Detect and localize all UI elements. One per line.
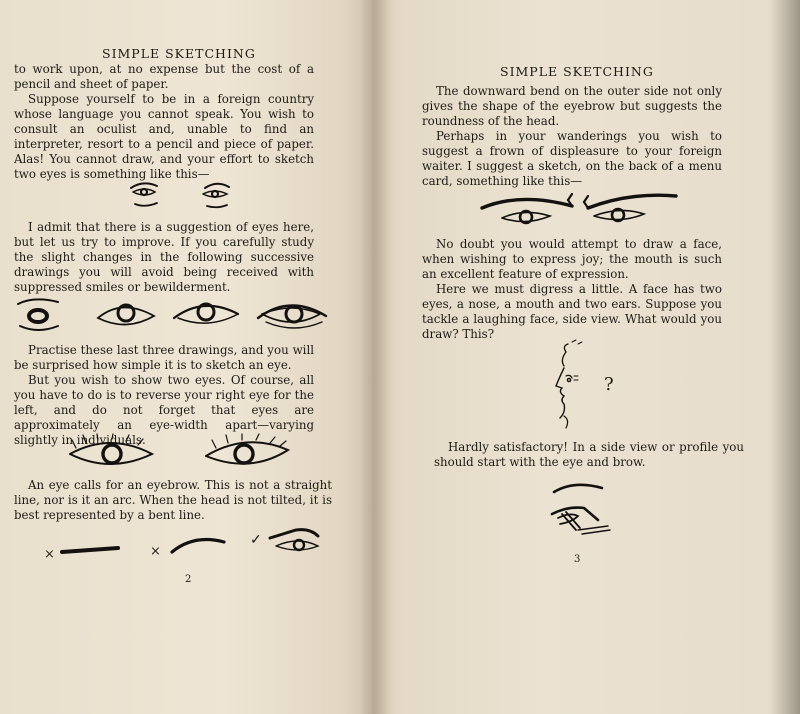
eye-and-brow-drawing (548, 478, 638, 544)
left-text-block-3 (14, 343, 314, 448)
pair-of-eyes-drawing (66, 434, 296, 478)
wrong-mark-2: × (150, 544, 161, 559)
arc-eyebrow-drawing (168, 532, 228, 556)
left-text-block-1 (14, 62, 314, 182)
laughing-profile-drawing (542, 340, 612, 430)
left-paragraph-3: I admit that there is a suggestion of eyes here, but let us try to improve. If you carefully study the slight changes in the following successive drawings you will avoid being received with suppressed smiles or bewilderment. (14, 220, 314, 294)
right-paragraph-1: The downward bend on the outer side not only gives the shape of the eyebrow but suggests the roundness of the head. (422, 84, 722, 128)
left-paragraph-1: to work upon, at no expense but the cost of a pencil and sheet of paper. (14, 62, 314, 91)
crude-eyes-drawing (125, 178, 235, 216)
left-paragraph-5: But you wish to show two eyes. Of course, all you have to do is to reverse your right eye for the left, and do not forget that eyes are approximately an eye-width apart—varying slightly in individuals. (14, 373, 314, 447)
left-running-header: SIMPLE SKETCHING (102, 46, 256, 61)
right-page (372, 0, 800, 714)
right-text-block-2 (422, 237, 722, 342)
left-page-number: 2 (185, 574, 192, 585)
right-page-number: 3 (574, 554, 581, 565)
check-mark: ✓ (250, 532, 262, 548)
right-text-block-3 (434, 440, 744, 470)
right-page-edge-shadow (770, 0, 800, 714)
frown-eyes-drawing (480, 190, 676, 232)
wrong-mark-1: × (44, 547, 55, 562)
left-paragraph-4: Practise these last three drawings, and you will be surprised how simple it is to sketch an eye. (14, 343, 314, 372)
left-text-block-2 (14, 220, 314, 295)
right-paragraph-5: Hardly satisfactory! In a side view or profile you should start with the eye and brow. (434, 440, 744, 469)
right-paragraph-4: Here we must digress a little. A face has two eyes, a nose, a mouth and two ears. Suppose you tackle a laughing face, side view. What would you draw? This? (422, 282, 722, 341)
bent-eyebrow-with-eye-drawing (266, 526, 330, 558)
left-page (0, 0, 372, 714)
right-paragraph-2: Perhaps in your wanderings you wish to suggest a frown of displeasure to your foreign waiter. I suggest a sketch, on the back of a menu card, something like this— (422, 129, 722, 188)
right-paragraph-3: No doubt you would attempt to draw a face, when wishing to express joy; the mouth is such an excellent feature of expression. (422, 237, 722, 281)
left-paragraph-6: An eye calls for an eyebrow. This is not a straight line, nor is it an arc. When the head is not tilted, it is best represented by a bent line. (14, 478, 332, 522)
left-text-block-4 (14, 478, 332, 523)
straight-eyebrow-drawing (58, 540, 122, 560)
right-running-header: SIMPLE SKETCHING (500, 64, 654, 79)
left-paragraph-2: Suppose yourself to be in a foreign country whose language you cannot speak. You wish to consult an oculist and, unable to find an interpreter, resort to a pencil and piece of paper. Alas! You cannot draw, and your effort to sketch two eyes is something like this— (14, 92, 314, 181)
question-mark: ? (604, 374, 615, 395)
right-text-block-1 (422, 84, 722, 189)
successive-eye-drawings (14, 296, 334, 338)
